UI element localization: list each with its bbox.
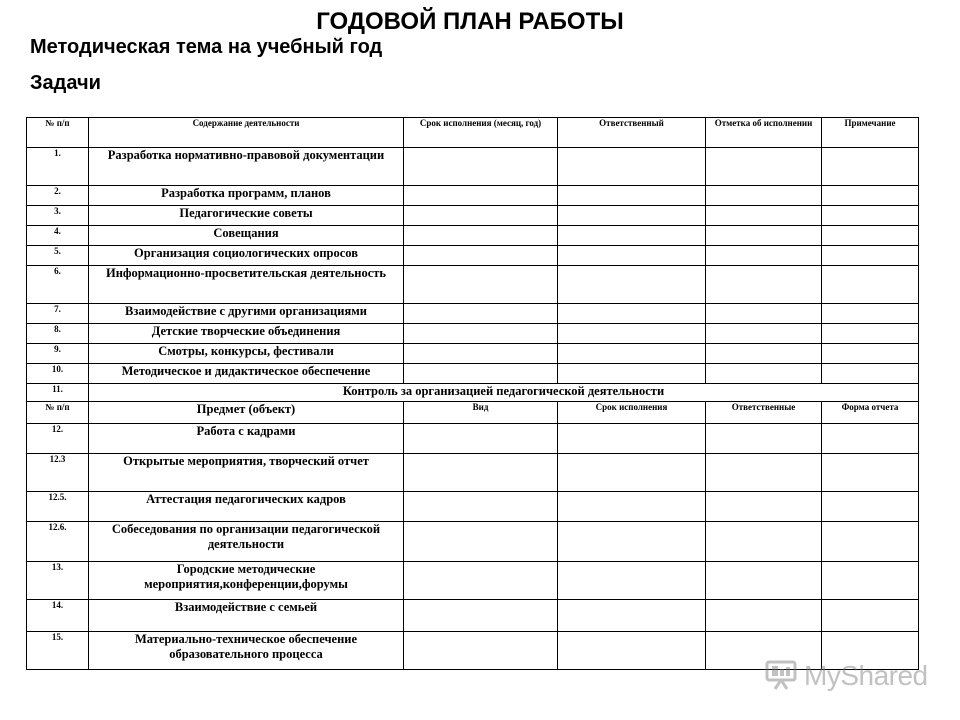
row-num: 12.3 [27, 454, 89, 492]
annual-plan-table [26, 117, 919, 670]
row-num: 1. [27, 148, 89, 186]
cell [558, 324, 706, 344]
cell [558, 632, 706, 670]
cell [558, 522, 706, 562]
cell [558, 344, 706, 364]
section-row-control [27, 384, 919, 402]
row-num: 2. [27, 186, 89, 206]
table-row [27, 492, 919, 522]
cell [404, 492, 558, 522]
cell [558, 562, 706, 600]
table-row [27, 364, 919, 384]
cell [822, 206, 919, 226]
row-num: 6. [27, 266, 89, 304]
row-label: Материально-техническое обеспечение образовательного процесса [89, 632, 404, 670]
cell [558, 600, 706, 632]
cell [822, 600, 919, 632]
cell [404, 186, 558, 206]
cell [706, 206, 822, 226]
row-num: 3. [27, 206, 89, 226]
row-label: Аттестация педагогических кадров [89, 492, 404, 522]
cell [558, 186, 706, 206]
table-row [27, 454, 919, 492]
cell [706, 562, 822, 600]
presentation-icon [764, 657, 798, 696]
cell [404, 522, 558, 562]
table-row [27, 304, 919, 324]
cell [558, 424, 706, 454]
header-mark: Отметка об исполнении [706, 118, 822, 148]
row-num: 12. [27, 424, 89, 454]
tasks-heading: Задачи [30, 72, 101, 94]
row-label: Взаимодействие с другими организациями [89, 304, 404, 324]
cell [558, 226, 706, 246]
cell [404, 600, 558, 632]
header2-kind: Вид [404, 402, 558, 424]
row-label: Детские творческие объединения [89, 324, 404, 344]
cell [822, 344, 919, 364]
header2-form: Форма отчета [822, 402, 919, 424]
table-row [27, 600, 919, 632]
cell [558, 492, 706, 522]
table-row [27, 266, 919, 304]
section-label: Контроль за организацией педагогической деятельности [89, 384, 919, 402]
cell [404, 266, 558, 304]
cell [404, 424, 558, 454]
cell [404, 246, 558, 266]
cell [822, 266, 919, 304]
cell [404, 454, 558, 492]
row-num: 12.6. [27, 522, 89, 562]
table-row [27, 226, 919, 246]
cell [822, 246, 919, 266]
header2-responsible: Ответственные [706, 402, 822, 424]
row-label: Работа с кадрами [89, 424, 404, 454]
cell [706, 304, 822, 324]
cell [822, 562, 919, 600]
row-num: 4. [27, 226, 89, 246]
table-row [27, 246, 919, 266]
row-label: Смотры, конкурсы, фестивали [89, 344, 404, 364]
cell [706, 246, 822, 266]
header-num: № п/п [27, 118, 89, 148]
row-label: Методическое и дидактическое обеспечение [89, 364, 404, 384]
table-row [27, 522, 919, 562]
table-header-row-2 [27, 402, 919, 424]
cell [822, 522, 919, 562]
cell [706, 148, 822, 186]
cell [706, 266, 822, 304]
cell [706, 344, 822, 364]
row-label: Разработка нормативно-правовой документации [89, 148, 404, 186]
cell [822, 424, 919, 454]
cell [822, 364, 919, 384]
cell [822, 226, 919, 246]
cell [558, 206, 706, 226]
table-row [27, 186, 919, 206]
row-label: Взаимодействие с семьей [89, 600, 404, 632]
cell [706, 186, 822, 206]
cell [822, 304, 919, 324]
table-row [27, 562, 919, 600]
table-row [27, 324, 919, 344]
cell [706, 600, 822, 632]
cell [706, 454, 822, 492]
row-label: Педагогические советы [89, 206, 404, 226]
row-num: 13. [27, 562, 89, 600]
myshared-watermark [764, 656, 934, 696]
row-num: 8. [27, 324, 89, 344]
header2-deadline: Срок исполнения [558, 402, 706, 424]
cell [822, 186, 919, 206]
row-label: Организация социологических опросов [89, 246, 404, 266]
table-row [27, 424, 919, 454]
table-header-row [27, 118, 919, 148]
row-label: Совещания [89, 226, 404, 246]
cell [706, 324, 822, 344]
table-row [27, 344, 919, 364]
cell [404, 632, 558, 670]
page-title: ГОДОВОЙ ПЛАН РАБОТЫ [316, 8, 624, 35]
row-num: 9. [27, 344, 89, 364]
row-label: Информационно-просветительская деятельность [89, 266, 404, 304]
row-num: 10. [27, 364, 89, 384]
cell [558, 246, 706, 266]
header-responsible: Ответственный [558, 118, 706, 148]
methodical-theme-heading: Методическая тема на учебный год [30, 36, 383, 58]
row-num: 14. [27, 600, 89, 632]
header2-subject: Предмет (объект) [89, 402, 404, 424]
cell [404, 206, 558, 226]
cell [706, 364, 822, 384]
cell [404, 562, 558, 600]
header2-num: № п/п [27, 402, 89, 424]
header-content: Содержание деятельности [89, 118, 404, 148]
cell [404, 304, 558, 324]
cell [404, 344, 558, 364]
cell [822, 148, 919, 186]
row-label: Городские методические мероприятия,конференции,форумы [89, 562, 404, 600]
cell [404, 364, 558, 384]
row-num: 12.5. [27, 492, 89, 522]
cell [558, 266, 706, 304]
cell [558, 148, 706, 186]
cell [706, 424, 822, 454]
cell [706, 522, 822, 562]
cell [558, 364, 706, 384]
header-note: Примечание [822, 118, 919, 148]
row-label: Собеседования по организации педагогической деятельности [89, 522, 404, 562]
row-num: 5. [27, 246, 89, 266]
row-num: 15. [27, 632, 89, 670]
cell [822, 492, 919, 522]
cell [404, 226, 558, 246]
table-row [27, 206, 919, 226]
cell [558, 304, 706, 324]
watermark-text: MyShared [804, 660, 928, 691]
row-label: Разработка программ, планов [89, 186, 404, 206]
cell [822, 324, 919, 344]
cell [404, 148, 558, 186]
cell [706, 492, 822, 522]
row-label: Открытые мероприятия, творческий отчет [89, 454, 404, 492]
cell [822, 454, 919, 492]
header-deadline: Срок исполнения (месяц, год) [404, 118, 558, 148]
row-num: 7. [27, 304, 89, 324]
table-row [27, 148, 919, 186]
cell [404, 324, 558, 344]
cell [706, 226, 822, 246]
cell [558, 454, 706, 492]
row-num: 11. [27, 384, 89, 402]
